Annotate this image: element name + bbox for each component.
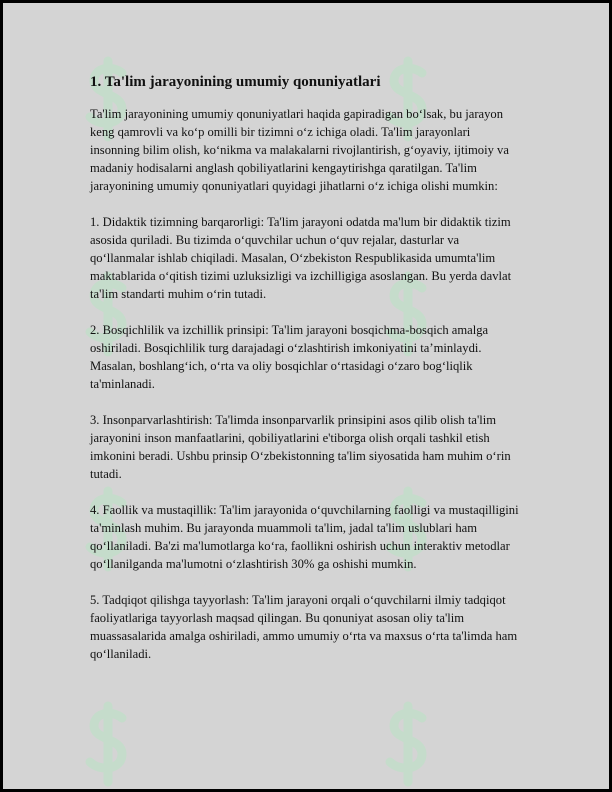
paragraph-didactic-system: 1. Didaktik tizimning barqarorligi: Ta'lim jarayoni odatda ma'lum bir didaktik tizim asosida quriladi. Bu tizimda o‘quvchilar uchun o‘quv rejalar, dasturlar va qo‘llanmalar ishlab chiqiladi. Masalan, O‘zbekiston Respublikasida umumta'lim maktablarida o‘qitish tizimi uzluksizligi va izchilligiga asoslangan. Bu yerda davlat ta'lim standarti muhim o‘rin tutadi. (90, 215, 512, 301)
document-content (90, 73, 520, 681)
section-title: 1. Ta'lim jarayonining umumiy qonuniyatlari (90, 74, 381, 90)
watermark-logo-icon (378, 698, 438, 789)
intro-paragraph: Ta'lim jarayonining umumiy qonuniyatlari haqida gapiradigan bo‘lsak, bu jarayon keng qamrovli va ko‘p omilli bir tizimni o‘z ichiga oladi. Ta'lim jarayonlari insonning bilim olish, ko‘nikma va malakalarni rivojlantirish, g‘oyaviy, ijtimoiy va madaniy hodisalarni anglash qobiliyatlarini kengaytirishga qaratilgan. Ta'lim jarayonining umumiy qonuniyatlari quyidagi jihatlarni o‘z ichiga olishi mumkin: (90, 107, 509, 193)
paragraph-research-preparation: 5. Tadqiqot qilishga tayyorlash: Ta'lim jarayoni orqali o‘quvchilarni ilmiy tadqiqot faoliyatlariga tayyorlash maqsad qilingan. Bu qonuniyat asosan oliy ta'lim muassasalarida amalga oshiriladi, ammo umumiy o‘rta va maxsus o‘rta ta'limda ham qo‘llaniladi. (90, 593, 518, 661)
paragraph-activity-independence: 4. Faollik va mustaqillik: Ta'lim jarayonida o‘quvchilarning faolligi va mustaqilligini ta'minlash muhim. Bu jarayonda muammoli ta'lim, jadal ta'lim uslublari ham qo‘llaniladi. Ba'zi ma'lumotlarga ko‘ra, faollikni oshirish uchun interaktiv metodlar qo‘llanilganda ma'lumotni o‘zlashtirish 30% ga oshishi mumkin. (90, 503, 519, 571)
document-page (3, 3, 609, 789)
paragraph-stages-principle: 2. Bosqichlilik va izchillik prinsipi: Ta'lim jarayoni bosqichma-bosqich amalga oshiriladi. Bosqichlilik turg darajadagi o‘zlashtirish imkoniyatini ta’minlaydi. Masalan, boshlang‘ich, o‘rta va oliy bosqichlar o‘rtasidagi o‘zaro bog‘liqlik ta'minlanadi. (90, 323, 489, 391)
watermark-logo-icon (78, 698, 138, 789)
paragraph-humanization: 3. Insonparvarlashtirish: Ta'limda insonparvarlik prinsipini asos qilib olish ta'lim jarayonini inson manfaatlarini, qobiliyatlarini e'tiborga olish orqali tashkil etish imkonini beradi. Ushbu prinsip O‘zbekistonning ta'lim siyosatida ham muhim o‘rin tutadi. (90, 413, 511, 481)
